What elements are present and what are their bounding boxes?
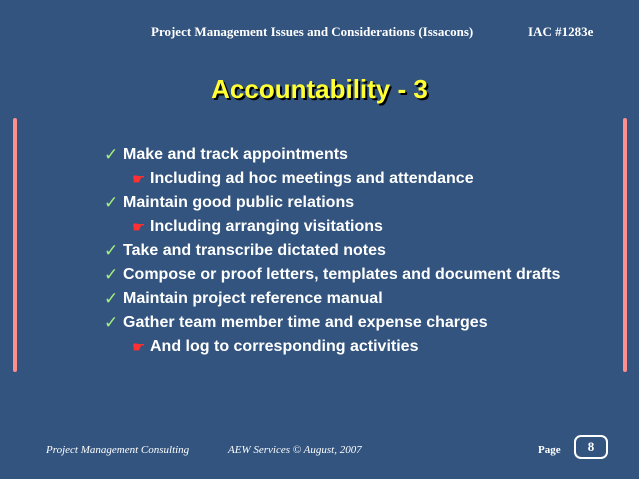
sub-bullet-item: [104, 215, 584, 239]
header-code: IAC #1283e: [528, 24, 594, 39]
sub-bullet-text: Including arranging visitations: [150, 218, 383, 235]
bullet-item: [104, 263, 584, 287]
left-accent-bar: [13, 118, 17, 372]
bullet-text: Gather team member time and expense charges: [123, 314, 488, 331]
sub-bullet-item: [104, 335, 584, 359]
right-accent-bar: [623, 118, 627, 372]
check-mark-icon: ✓: [104, 289, 119, 309]
bullet-text: Maintain good public relations: [123, 194, 355, 211]
slide-header: [0, 22, 639, 42]
sub-bullet-text: Including ad hoc meetings and attendance: [150, 170, 474, 187]
header-title: Project Management Issues and Considerations (Issacons): [151, 24, 474, 39]
pointing-hand-icon: ☛: [132, 218, 146, 236]
sub-bullet-item: [104, 167, 584, 191]
pointing-hand-icon: ☛: [132, 170, 146, 188]
bullet-text: Compose or proof letters, templates and document drafts: [123, 266, 561, 283]
slide-title: Accountability - 3: [211, 74, 428, 104]
check-mark-icon: ✓: [104, 265, 119, 285]
page-number-badge: [574, 435, 608, 459]
slide-footer: [0, 442, 639, 462]
bullet-item: [104, 191, 584, 215]
footer-company: Project Management Consulting: [46, 444, 190, 456]
bullet-item: [104, 287, 584, 311]
check-mark-icon: ✓: [104, 313, 119, 333]
pointing-hand-icon: ☛: [132, 338, 146, 356]
bullet-list: [104, 143, 584, 359]
page-number: 8: [587, 439, 595, 454]
check-mark-icon: ✓: [104, 241, 119, 261]
bullet-text: Take and transcribe dictated notes: [123, 242, 386, 259]
page-label: Page: [538, 444, 561, 456]
bullet-text: Maintain project reference manual: [123, 290, 383, 307]
sub-bullet-text: And log to corresponding activities: [150, 338, 419, 355]
bullet-item: [104, 143, 584, 167]
bullet-text: Make and track appointments: [123, 146, 348, 163]
check-mark-icon: ✓: [104, 145, 119, 165]
bullet-item: [104, 239, 584, 263]
bullet-item: [104, 311, 584, 335]
footer-copyright: AEW Services © August, 2007: [228, 444, 362, 456]
check-mark-icon: ✓: [104, 193, 119, 213]
